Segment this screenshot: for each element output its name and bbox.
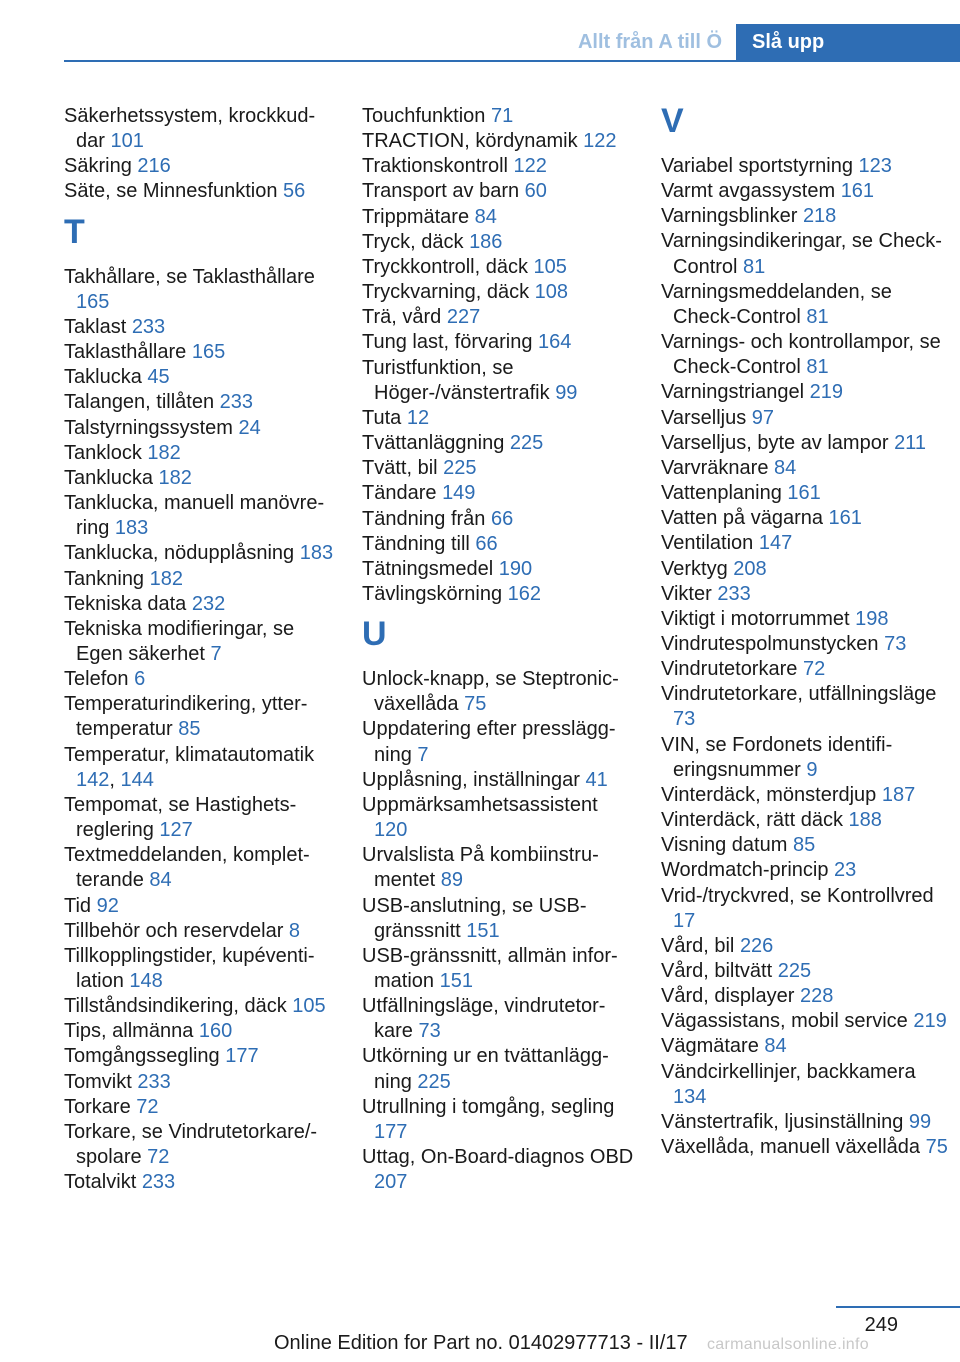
index-term: Tid <box>64 894 92 917</box>
page-ref-link[interactable]: 73 <box>884 632 907 655</box>
index-term: Varningsmeddelanden, se Check-Control <box>661 280 892 328</box>
page-ref-link[interactable]: 72 <box>802 658 826 681</box>
index-term: Varmt avgassystem <box>661 180 836 203</box>
index-term: Urvalslista På kombiinstrumentet <box>362 844 599 892</box>
page-ref-link[interactable]: 148 <box>129 970 163 992</box>
index-term: USB-gränssnitt, allmän information <box>362 944 618 992</box>
page-ref-link[interactable]: 72 <box>147 1146 170 1169</box>
page-ref-link[interactable]: 108 <box>534 281 569 304</box>
index-entry <box>661 1009 951 1034</box>
page-ref-link[interactable]: 66 <box>475 532 498 555</box>
index-term: Vinterdäck, rätt däck <box>661 809 843 832</box>
index-entry <box>362 1095 634 1145</box>
page-ref-link[interactable]: 60 <box>524 180 547 203</box>
page-ref-link[interactable]: 71 <box>490 105 514 127</box>
index-entry <box>661 607 951 632</box>
index-term: Tips, allmänna <box>64 1020 194 1043</box>
index-entry <box>362 456 634 481</box>
page-ref-link[interactable]: 161 <box>840 180 875 203</box>
index-entry <box>64 894 336 919</box>
index-entry <box>661 808 951 833</box>
page-ref-link[interactable]: 219 <box>913 1010 947 1033</box>
page-ref-link[interactable]: 134 <box>673 1085 707 1108</box>
index-entry <box>64 567 336 592</box>
index-entry <box>64 1019 336 1044</box>
index-entry <box>661 783 951 808</box>
page-ref-link[interactable]: 233 <box>717 582 751 605</box>
page-ref-link[interactable]: 165 <box>191 341 226 364</box>
page-ref-link[interactable]: 161 <box>787 482 821 505</box>
index-term: Uppdatering efter pressläggning <box>362 718 616 766</box>
page-header <box>0 0 960 62</box>
index-entry <box>64 340 336 365</box>
page-ref-link[interactable]: 165 <box>76 290 110 313</box>
page-ref-link[interactable]: 225 <box>443 457 477 480</box>
page-ref-link[interactable]: 73 <box>418 1020 441 1043</box>
index-term: Tvätt, bil <box>362 457 438 480</box>
page-ref-link[interactable]: 225 <box>509 432 544 455</box>
page-ref-link[interactable]: 9 <box>806 758 818 781</box>
index-term: Varningstriangel <box>661 381 805 404</box>
index-term: Varselljus, byte av lampor <box>661 431 889 454</box>
page-ref-link[interactable]: 183 <box>299 542 334 565</box>
page-ref-link[interactable]: 84 <box>774 456 797 479</box>
index-entry <box>362 129 634 154</box>
section-letter: V <box>661 102 684 140</box>
index-entry <box>64 1095 336 1120</box>
index-entry <box>362 532 634 557</box>
index-entry <box>661 858 951 883</box>
index-term: TRACTION, kördynamik <box>362 130 578 153</box>
index-entry <box>661 1060 951 1110</box>
index-term: Tuta <box>362 406 402 429</box>
page-ref-link[interactable]: 207 <box>374 1171 408 1194</box>
header-tab-a-to-o[interactable]: Allt från A till Ö <box>577 31 723 53</box>
index-term: Traktionskontroll <box>362 155 508 178</box>
index-term: Unlock-knapp, se Steptronic-växellåda <box>362 668 619 716</box>
index-term: Varningsblinker <box>661 205 798 228</box>
index-term: VIN, se Fordonets identifieringsnummer <box>661 733 893 781</box>
index-term: Vård, biltvätt <box>661 960 773 982</box>
index-term: Taklast <box>64 315 127 338</box>
page-ref-link[interactable]: 17 <box>673 909 696 932</box>
index-term: Utrullning i tomgång, segling <box>362 1095 615 1118</box>
index-term: Vänstertrafik, ljusinställning <box>661 1110 904 1133</box>
index-term: Trä, vård <box>362 306 442 329</box>
index-entry <box>661 531 951 556</box>
index-entry <box>362 667 634 717</box>
index-entry <box>661 557 951 582</box>
page-ref-link[interactable]: 227 <box>446 306 481 329</box>
page-ref-link[interactable]: 160 <box>198 1020 233 1043</box>
page-ref-link[interactable]: 228 <box>799 985 834 1008</box>
index-term: Växellåda, manuell växellåda <box>661 1136 921 1159</box>
section-letter: T <box>64 212 85 251</box>
index-column-1 <box>64 104 336 1195</box>
index-term: Takhållare, se Taklasthållare <box>64 265 315 288</box>
index-term: Tomgångssegling <box>64 1045 220 1068</box>
index-entry <box>362 994 634 1044</box>
page-ref-link[interactable]: 186 <box>469 230 503 253</box>
page-ref-link[interactable]: 84 <box>149 869 172 892</box>
index-term: Totalvikt <box>64 1171 137 1194</box>
index-entry <box>64 617 336 667</box>
page-ref-link[interactable]: 7 <box>417 743 429 766</box>
index-term: Tekniska modifieringar, se Egen säkerhet <box>64 617 295 665</box>
index-term: Vinterdäck, mönsterdjup <box>661 783 877 806</box>
page-ref-link[interactable]: 162 <box>507 582 542 605</box>
index-entry <box>64 179 336 204</box>
index-entry <box>661 380 951 405</box>
section-letter: U <box>362 615 387 654</box>
index-entry <box>362 431 634 456</box>
page-ref-link[interactable]: 151 <box>439 970 473 992</box>
index-term: Talstyrningssystem <box>64 416 233 439</box>
index-entry <box>64 365 336 390</box>
page-ref-link[interactable]: 24 <box>238 416 261 439</box>
page-ref-link[interactable]: 233 <box>141 1171 176 1194</box>
page-ref-link[interactable]: 99 <box>555 381 578 404</box>
page-ref-link[interactable]: 85 <box>792 834 816 857</box>
index-entry <box>362 230 634 255</box>
index-entry <box>661 582 951 607</box>
index-entry <box>661 1135 951 1160</box>
index-term: Tanklucka, manuell manövrering <box>64 492 325 540</box>
index-entry: Temperatur, klimatautomatik 142, 144 <box>64 743 315 791</box>
index-term: Taklucka <box>64 366 142 389</box>
index-entry <box>362 154 634 179</box>
page-ref-link[interactable]: 84 <box>764 1035 787 1058</box>
index-entry <box>64 994 336 1019</box>
page-ref-link[interactable]: 6 <box>134 668 146 691</box>
index-term: Trippmätare <box>362 205 470 228</box>
index-term: Wordmatch-princip <box>661 859 829 882</box>
header-rule <box>64 60 960 62</box>
index-entry <box>362 557 634 582</box>
index-entry <box>64 104 336 154</box>
index-term: Touchfunktion <box>362 105 486 127</box>
index-entry <box>362 280 634 305</box>
page-ref-link[interactable]: 177 <box>225 1045 259 1068</box>
page-ref-link[interactable]: 41 <box>585 768 608 791</box>
index-term: Vård, bil <box>661 934 735 957</box>
index-term: Tanklock <box>64 441 142 464</box>
index-entry <box>64 265 336 315</box>
page-ref-link[interactable]: 233 <box>137 1070 171 1093</box>
page-ref-link[interactable]: 75 <box>464 693 487 716</box>
index-term: Vägmätare <box>661 1035 759 1058</box>
page-ref-link[interactable]: 161 <box>828 507 862 530</box>
index-term: Tvättanläggning <box>362 432 505 455</box>
index-term: Säkring <box>64 155 132 178</box>
index-entry <box>362 944 634 994</box>
page-ref-link[interactable]: 211 <box>894 431 926 454</box>
index-term: Turistfunktion, se Höger-/vänstertrafik <box>362 356 550 404</box>
index-entry <box>661 632 951 657</box>
page-number: 249 <box>864 1314 898 1336</box>
page-ref-link[interactable]: 233 <box>219 391 254 414</box>
page-ref-link[interactable]: 75 <box>925 1136 948 1159</box>
index-term: Tändare <box>362 482 437 505</box>
index-entry <box>362 1145 634 1195</box>
index-entry <box>362 582 634 607</box>
footer-rule <box>836 1306 960 1308</box>
page-ref-link[interactable]: 81 <box>806 356 829 379</box>
index-entry <box>64 1070 336 1095</box>
page-ref-link[interactable]: 122 <box>583 130 617 153</box>
index-entry <box>362 481 634 506</box>
page-ref-link[interactable]: 151 <box>466 919 500 942</box>
index-entry <box>661 733 951 783</box>
page-ref-link[interactable]: 182 <box>149 567 183 590</box>
index-term: Tätningsmedel <box>362 557 494 580</box>
page-ref-link[interactable]: 122 <box>513 155 547 178</box>
index-entry <box>661 1034 951 1059</box>
page-ref-link[interactable]: 182 <box>158 466 192 489</box>
page-ref-link[interactable]: 147 <box>758 532 793 555</box>
index-entry <box>661 179 951 204</box>
index-term: Tryckvarning, däck <box>362 281 530 304</box>
page-ref-link[interactable]: 92 <box>96 894 119 917</box>
index-term: Telefon <box>64 668 129 691</box>
index-entry <box>64 441 336 466</box>
page-ref-link[interactable]: 225 <box>417 1070 451 1093</box>
index-term: Verktyg <box>661 557 728 580</box>
index-entry <box>64 1170 336 1195</box>
index-entry <box>362 843 634 893</box>
index-entry <box>661 959 951 984</box>
index-term: Säte, se Minnesfunktion <box>64 180 278 203</box>
index-entry <box>661 204 951 229</box>
index-term: Vindrutetorkare, utfällningsläge <box>661 683 937 706</box>
page-ref-link[interactable]: 23 <box>834 859 857 882</box>
page-ref-link[interactable]: 149 <box>442 482 476 505</box>
index-entry <box>64 466 336 491</box>
index-entry <box>64 692 336 742</box>
index-entry <box>64 541 336 566</box>
page-ref-link[interactable]: 84 <box>474 205 497 228</box>
index-term: Upplåsning, inställningar <box>362 768 580 791</box>
index-entry <box>661 682 951 732</box>
index-term: Tillbehör och reservdelar <box>64 919 284 942</box>
index-entry <box>362 305 634 330</box>
index-entry <box>661 934 951 959</box>
page-ref-link[interactable]: 8 <box>288 919 301 942</box>
index-term: Torkare <box>64 1095 131 1118</box>
index-entry <box>64 667 336 692</box>
index-entry <box>362 1044 634 1094</box>
index-term: Tillståndsindikering, däck <box>64 995 287 1018</box>
index-term: Ventilation <box>661 532 754 555</box>
index-entry <box>661 229 951 279</box>
page-ref-link[interactable]: 226 <box>739 934 774 957</box>
index-term: Vikter <box>661 582 712 605</box>
index-term: Torkare, se Vindrutetorkare/spolare <box>64 1120 318 1169</box>
index-entry <box>661 406 951 431</box>
index-term: Tändning till <box>362 532 470 555</box>
index-term: Vård, displayer <box>661 985 795 1008</box>
index-term: Säkerhetssystem, krockkuddar <box>64 105 316 153</box>
page-ref-link[interactable]: 7 <box>210 642 222 665</box>
page-ref-link[interactable]: 127 <box>159 819 193 842</box>
watermark: carmanualsonline.info <box>707 1336 869 1353</box>
index-entry <box>64 416 336 441</box>
page-ref-link[interactable]: 73 <box>673 708 696 731</box>
page-ref-link[interactable]: 142 <box>76 768 110 791</box>
index-term: Varselljus <box>661 406 747 429</box>
page-ref-link[interactable]: 216 <box>137 155 171 178</box>
index-term: Variabel sportstyrning <box>661 155 853 177</box>
index-entry <box>362 205 634 230</box>
index-entry <box>661 884 951 934</box>
index-entry <box>64 843 336 893</box>
page-ref-link[interactable]: 105 <box>292 995 326 1018</box>
page-ref-link[interactable]: 188 <box>848 809 882 832</box>
index-term: Utkörning ur en tvättanläggning <box>362 1045 609 1093</box>
index-term: Vändcirkellinjer, backkamera <box>661 1060 916 1083</box>
index-term: Uttag, On-Board-diagnos OBD <box>362 1146 634 1169</box>
page-ref-link[interactable]: 12 <box>406 406 430 429</box>
index-term: Uppmärksamhetsassistent <box>362 793 598 816</box>
index-entry <box>661 1110 951 1135</box>
page-ref-link[interactable]: 218 <box>802 205 837 228</box>
index-entry <box>661 330 951 380</box>
page-ref-link[interactable]: 144 <box>120 768 154 791</box>
index-entry <box>661 456 951 481</box>
page-ref-link[interactable]: 177 <box>374 1120 408 1143</box>
index-term: Temperaturindikering, yttertemperatur <box>64 693 308 741</box>
page-ref-link[interactable]: 56 <box>283 180 306 203</box>
index-entry <box>64 592 336 617</box>
index-entry <box>362 894 634 944</box>
page-ref-link[interactable]: 72 <box>136 1095 159 1118</box>
page-ref-link[interactable]: 183 <box>114 517 149 540</box>
index-term: Vindrutespolmunstycken <box>661 632 879 655</box>
index-term: Tomvikt <box>64 1070 132 1093</box>
index-term: Vattenplaning <box>661 482 782 505</box>
index-entry <box>362 717 634 767</box>
index-term: Transport av barn <box>362 180 520 203</box>
index-entry <box>661 154 951 179</box>
index-term: Varnings- och kontrollampor, se Check-Control <box>661 331 941 379</box>
index-entry <box>64 315 336 340</box>
index-entry <box>362 507 634 532</box>
index-entry <box>362 793 634 843</box>
index-entry <box>661 431 951 456</box>
index-entry <box>64 1120 336 1170</box>
index-term: Viktigt i motorrummet <box>661 607 850 630</box>
index-column-2 <box>362 104 634 1195</box>
index-term: Tändning från <box>362 507 486 530</box>
index-entry <box>661 506 951 531</box>
index-term: Varvräknare <box>661 456 769 479</box>
page-ref-link[interactable]: 97 <box>751 406 775 429</box>
index-entry <box>362 356 634 406</box>
index-entry <box>362 104 634 129</box>
page-ref-link[interactable]: 198 <box>855 607 889 630</box>
page-ref-link[interactable]: 219 <box>809 381 843 404</box>
index-term: Tankning <box>64 567 145 590</box>
page-ref-link[interactable]: 99 <box>908 1110 932 1133</box>
page-ref-link[interactable]: 101 <box>110 130 144 153</box>
index-entry <box>661 481 951 506</box>
page-ref-link[interactable]: 187 <box>881 783 916 806</box>
index-term: Tanklucka <box>64 466 153 489</box>
page-ref-link[interactable]: 225 <box>777 960 812 982</box>
page-ref-link[interactable]: 120 <box>374 819 408 842</box>
index-term: Tekniska data <box>64 592 187 615</box>
page-ref-link[interactable]: 233 <box>131 315 166 338</box>
index-term: Vägassistans, mobil service <box>661 1010 908 1033</box>
index-term: Tillkopplingstider, kupéventilation <box>64 944 315 992</box>
index-term: Tävlingskörning <box>362 582 503 605</box>
page-ref-link[interactable]: 81 <box>743 255 766 278</box>
index-term: Tempomat, se Hastighetsreglering <box>64 793 297 842</box>
index-term: Vatten på vägarna <box>661 507 823 530</box>
index-column-3 <box>661 104 951 1160</box>
edition-text: Online Edition for Part no. 01402977713 - II/17 <box>274 1332 688 1354</box>
index-term: Vindrutetorkare <box>661 658 798 681</box>
index-entry <box>64 390 336 415</box>
index-entry <box>64 154 336 179</box>
page-ref-link[interactable]: 89 <box>440 869 463 892</box>
page-ref-link[interactable]: 45 <box>147 366 170 389</box>
page-ref-link[interactable]: 182 <box>147 441 181 464</box>
index-entry <box>661 657 951 682</box>
page-ref-link[interactable]: 66 <box>490 507 514 530</box>
index-entry <box>661 833 951 858</box>
page-ref-link[interactable]: 105 <box>533 255 567 278</box>
index-term: Visning datum <box>661 834 788 857</box>
index-term: Textmeddelanden, kompletterande <box>64 844 310 892</box>
index-term: Tryck, däck <box>362 230 464 253</box>
page-ref-link[interactable]: 164 <box>538 331 572 354</box>
index-term: Varningsindikeringar, se Check-Control <box>661 230 942 278</box>
index-term: Temperatur, klimatautomatik <box>64 743 315 766</box>
index-entry <box>362 406 634 431</box>
index-term: Tung last, förvaring <box>362 331 533 354</box>
index-term: Tryckkontroll, däck <box>362 255 528 278</box>
index-entry <box>64 944 336 994</box>
index-entry <box>64 1044 336 1069</box>
index-entry <box>362 255 634 280</box>
page-ref-link[interactable]: 190 <box>498 557 533 580</box>
index-entry <box>362 179 634 204</box>
index-term: USB-anslutning, se USB-gränssnitt <box>362 894 587 942</box>
index-term: Vrid-/tryckvred, se Kontrollvred <box>661 884 934 907</box>
index-entry <box>362 330 634 355</box>
index-term: Utfällningsläge, vindrutetorkare <box>362 995 606 1043</box>
index-entry <box>362 768 634 793</box>
index-term: Talangen, tillåten <box>64 391 215 414</box>
page-ref-link[interactable]: 85 <box>178 718 201 741</box>
page-ref-link[interactable]: 81 <box>806 305 829 328</box>
index-term: Tanklucka, nödupplåsning <box>64 542 295 565</box>
index-entry <box>64 793 336 843</box>
index-entry <box>661 984 951 1009</box>
index-entry <box>64 919 336 944</box>
header-tab-lookup[interactable]: Slå upp <box>736 24 960 61</box>
index-entry <box>64 491 336 541</box>
page-ref-link[interactable]: 208 <box>733 557 767 580</box>
page-footer <box>0 1300 960 1362</box>
page-ref-link[interactable]: 232 <box>191 592 226 615</box>
page-ref-link[interactable]: 123 <box>858 155 892 177</box>
index-term: Taklasthållare <box>64 341 187 364</box>
index-entry <box>661 280 951 330</box>
